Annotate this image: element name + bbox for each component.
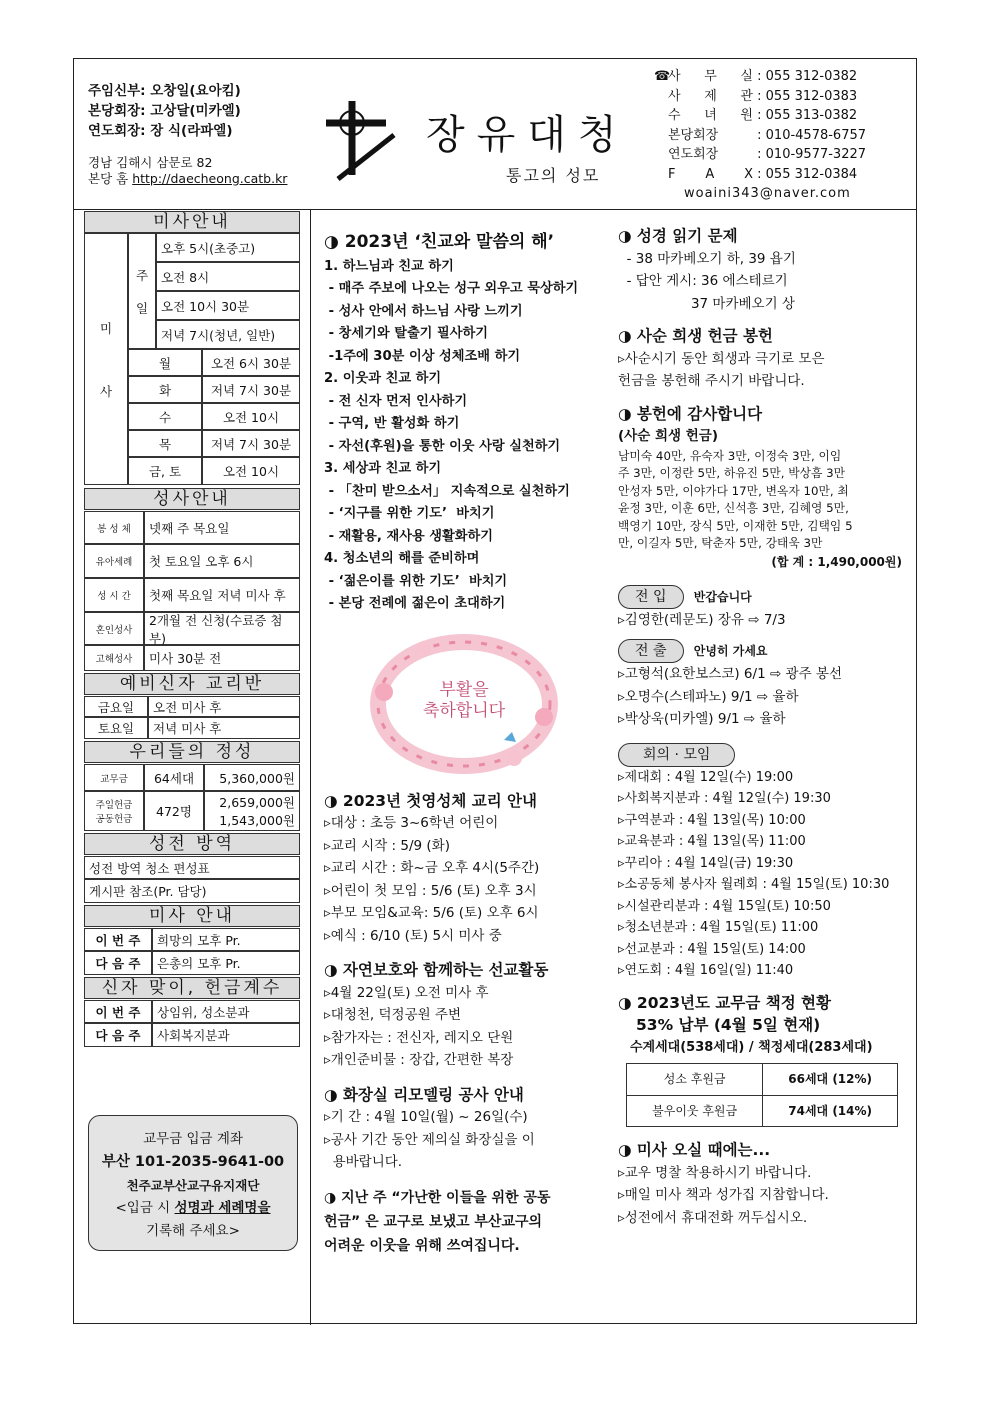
- address: 경남 김해시 삼문로 82: [88, 155, 213, 170]
- welcome-value: 사회복지분과: [152, 1023, 300, 1047]
- welcome-heading: 신자 맞이, 헌금계수: [84, 977, 300, 999]
- phone-icon: ☎: [654, 69, 671, 84]
- list-item: - 매주 주보에 나오는 성구 외우고 묵상하기: [324, 281, 579, 296]
- transfer-out-section: [618, 639, 908, 663]
- weekday-time: 오전 10시: [202, 403, 300, 430]
- transfer-out-greeting: 안녕히 가세요: [693, 644, 768, 658]
- list-item: 남미숙 40만, 유숙자 3만, 이정숙 3만, 이임: [618, 448, 842, 463]
- bulletin-subtitle: 통고의 성모: [506, 166, 601, 185]
- cross-logo-icon: [326, 95, 426, 185]
- dues-title: ◑ 2023년도 교무금 책정 현황: [618, 993, 832, 1012]
- list-item: ▹교리 시작 : 5/9 (화): [324, 837, 450, 854]
- sacrament-value: 첫 토요일 오후 6시: [144, 544, 300, 578]
- sacrament-value: 넷째 주 목요일: [144, 511, 300, 544]
- list-item: ◑ 지난 주 “가난한 이들을 위한 공동: [324, 1189, 551, 1206]
- nature-mission-title: ◑ 자연보호와 함께하는 선교활동: [324, 961, 549, 979]
- sacrament-label: 혼인성사: [84, 612, 144, 645]
- right-column: [618, 225, 908, 1229]
- welcome-week-label: 다 음 주: [84, 1023, 152, 1047]
- meeting-section: [618, 743, 908, 767]
- lent-offering-text: [618, 348, 908, 393]
- year-theme-list: [324, 256, 614, 616]
- offering-count: 64세대: [144, 764, 204, 791]
- list-item: ▹오명수(스테파노) 9/1 ⇨ 율하: [618, 688, 799, 705]
- sunday-mass-1: 오후 5시(초중고): [156, 233, 300, 262]
- list-item: ▹개인준비물 : 장갑, 간편한 복장: [324, 1052, 514, 1068]
- list-item: 주 3만, 이정란 5만, 하유진 5만, 박상흠 3만: [618, 466, 846, 480]
- list-item: 1. 하느님과 친교 하기: [324, 258, 454, 274]
- offering-label: 교무금: [84, 764, 144, 791]
- mass-etiquette-list: [618, 1162, 908, 1230]
- weekday-time: 저녁 7시 30분: [202, 430, 300, 457]
- easter-wreath-image: [354, 622, 574, 782]
- welcome-value: 상임위, 성소분과: [152, 1000, 300, 1023]
- list-item: 어려운 이웃을 위해 쓰여집니다.: [324, 1237, 520, 1254]
- list-item: ▹선교분과 : 4월 15일(토) 14:00: [618, 941, 806, 957]
- list-item: ▹박상욱(미카엘) 9/1 ⇨ 율하: [618, 711, 786, 727]
- sacrament-heading: 성사안내: [84, 488, 300, 510]
- list-item: ▹소공동체 봉사자 월례회 : 4월 15일(토) 10:30: [618, 877, 890, 892]
- list-item: 2. 이웃과 친교 하기: [324, 371, 442, 386]
- weekday-label: 월: [128, 349, 202, 376]
- email[interactable]: woaini343@naver.com: [684, 186, 851, 201]
- donor-list: [618, 448, 908, 553]
- contact-row: 수 녀 원 : 055 313-0382: [668, 108, 858, 123]
- list-item: -1주에 30분 이상 성체조배 하기: [324, 348, 521, 364]
- contact-row: ☎사 무 실 : 055 312-0382: [654, 67, 866, 87]
- list-item: 용바랍니다.: [324, 1154, 403, 1170]
- list-item: ▹참가자는 : 전신자, 레지오 단원: [324, 1029, 514, 1046]
- disinfection-line: 성전 방역 청소 편성표: [84, 856, 300, 879]
- list-item: ▹예식 : 6/10 (토) 5시 미사 중: [324, 927, 502, 944]
- list-item: ▹어린이 첫 모임 : 5/6 (토) 오후 3시: [324, 882, 537, 899]
- weekday-time: 오전 6시 30분: [202, 349, 300, 376]
- list-item: 만, 이길자 5만, 탁춘자 5만, 강태욱 3만: [618, 536, 823, 550]
- list-item: ▹구역분과 : 4월 13일(목) 10:00: [618, 812, 806, 828]
- mass-label-cell: 미 사: [84, 233, 128, 485]
- list-item: - 전 신자 먼저 인사하기: [324, 393, 468, 409]
- list-item: 4. 청소년의 해를 준비하며: [324, 551, 480, 566]
- thanks-subtitle: (사순 희생 헌금): [618, 428, 718, 444]
- homepage-label: 본당 홈: [88, 171, 129, 186]
- list-item: ▹사순시기 동안 희생과 극기로 모은: [618, 350, 825, 367]
- list-item: ▹교리 시간 : 화~금 오후 4시(5주간): [324, 860, 540, 876]
- list-item: 안성자 5만, 이야가다 17만, 변옥자 10만, 최: [618, 483, 849, 498]
- sunday-label-cell: 주 일: [128, 233, 156, 349]
- first-communion-title: ◑ 2023년 첫영성체 교리 안내: [324, 791, 538, 810]
- nature-mission-list: [324, 982, 614, 1072]
- area-president: 연도회장: 장 식(라파엘): [88, 123, 233, 139]
- catechumen-time: 오전 미사 후: [148, 696, 300, 717]
- first-communion-list: [324, 812, 614, 947]
- poor-offering-notice: [324, 1186, 614, 1258]
- list-item: 윤정 3만, 이훈 6만, 신석흥 3만, 김혜영 5만,: [618, 501, 849, 515]
- disinfection-heading: 성전 방역: [84, 833, 300, 855]
- meeting-label: 회의 · 모임: [618, 743, 735, 767]
- list-item: - 본당 전례에 젊은이 초대하기: [324, 596, 506, 611]
- bible-quiz-list: [618, 248, 908, 316]
- contact-row: 본당회장 : 010-4578-6757: [668, 127, 867, 143]
- list-item: ▹대청천, 덕정공원 주변: [324, 1007, 462, 1023]
- list-item: - 창세기와 탈출기 필사하기: [324, 326, 488, 341]
- list-item: ▹사회복지분과 : 4월 12일(수) 19:30: [618, 791, 831, 806]
- catechumen-day: 금요일: [84, 696, 148, 717]
- list-item: ▹4월 22일(토) 오전 미사 후: [324, 984, 489, 1001]
- contact-list: [654, 67, 866, 204]
- bulletin-title: 장유대청: [426, 112, 629, 158]
- sacrament-label: 성 시 간: [84, 578, 144, 612]
- list-item: ▹꾸리아 : 4월 14일(금) 19:30: [618, 855, 794, 871]
- bank-title: 교무금 입금 계좌: [143, 1131, 243, 1147]
- list-item: 37 마카베오기 상: [618, 295, 795, 312]
- weekday-label: 수: [128, 403, 202, 430]
- transfer-out-list: [618, 663, 908, 731]
- list-item: 백영기 10만, 장식 5만, 이재한 5만, 김택임 5: [618, 518, 853, 533]
- bank-account-number: 부산 101-2035-9641-00: [101, 1154, 285, 1170]
- dues-percent: 53% 납부 (4월 5일 현재): [636, 1016, 821, 1034]
- weekday-label: 목: [128, 430, 202, 457]
- sacrament-label: 고해성사: [84, 645, 144, 671]
- donation-total: (합 계 : 1,490,000원): [771, 554, 902, 569]
- parish-president: 본당회장: 고상달(미카엘): [88, 103, 241, 119]
- dues-households: 수계세대(538세대) / 책정세대(283세대): [630, 1039, 873, 1055]
- contact-row: 연도회장 : 010-9577-3227: [668, 147, 867, 162]
- bible-quiz-title: ◑ 성경 읽기 문제: [618, 227, 738, 245]
- sunday-mass-4: 저녁 7시(청년, 일반): [156, 320, 300, 349]
- pastor: 주임신부: 오창일(요아킴): [88, 83, 241, 99]
- transfer-out-label: 전 출: [618, 639, 684, 663]
- list-item: ▹청소년분과 : 4월 15일(토) 11:00: [618, 920, 819, 935]
- duty-value: 희망의 모후 Pr.: [152, 928, 300, 951]
- list-item: ▹대상 : 초등 3~6학년 어린이: [324, 815, 499, 831]
- weekday-label: 화: [128, 376, 202, 403]
- restroom-list: [324, 1106, 614, 1174]
- weekday-label: 금, 토: [128, 457, 202, 485]
- offering-heading: 우리들의 정성: [84, 741, 300, 763]
- list-item: - 38 마카베오기 하, 39 욥기: [618, 250, 796, 267]
- dues-table: [626, 1063, 898, 1127]
- list-item: 헌금” 은 교구로 보냈고 부산교구의: [324, 1213, 543, 1230]
- list-item: ▹시설관리분과 : 4월 15일(토) 10:50: [618, 898, 831, 914]
- list-item: - 답안 게시: 36 에스테르기: [618, 273, 788, 289]
- sunday-mass-3: 오전 10시 30분: [156, 291, 300, 320]
- header: [74, 59, 916, 210]
- catechumen-heading: 예비신자 교리반: [84, 673, 300, 695]
- weekday-time: 오전 10시: [202, 457, 300, 485]
- duty-week-label: 이 번 주: [84, 928, 152, 951]
- weekday-time: 저녁 7시 30분: [202, 376, 300, 403]
- sacrament-value: 첫째 목요일 저녁 미사 후: [144, 578, 300, 612]
- list-item: - 성사 안에서 하느님 사랑 느끼기: [324, 303, 523, 319]
- sacrament-value: 2개월 전 신청(수료증 첨부): [144, 612, 300, 645]
- list-item: ▹제대회 : 4월 12일(수) 19:00: [618, 769, 794, 785]
- transfer-in-list: [618, 609, 908, 632]
- bank-note: <입금 시 성명과 세례명을: [115, 1200, 271, 1216]
- list-item: ▹기 간 : 4월 10일(월) ~ 26일(수): [324, 1109, 528, 1125]
- contact-row: F A X : 055 312-0384: [668, 166, 858, 182]
- offering-amount: 2,659,000원 1,543,000원: [204, 791, 300, 831]
- lent-offering-title: ◑ 사순 희생 헌금 봉헌: [618, 327, 773, 345]
- bank-note-2: 기록해 주세요>: [146, 1223, 240, 1239]
- sacrament-value: 미사 30분 전: [144, 645, 300, 671]
- mass-etiquette-title: ◑ 미사 오실 때에는...: [618, 1141, 771, 1159]
- mass-duty-heading: 미사 안내: [84, 905, 300, 927]
- list-item: ▹매일 미사 책과 성가집 지참합니다.: [618, 1187, 829, 1203]
- list-item: ▹고형석(요한보스코) 6/1 ⇨ 광주 봉선: [618, 666, 843, 682]
- disinfection-line: 게시판 참조(Pr. 담당): [84, 879, 300, 903]
- catechumen-time: 저녁 미사 후: [148, 717, 300, 739]
- offering-label: 주일헌금 공동헌금: [84, 791, 144, 831]
- list-item: ▹성전에서 휴대전화 꺼두십시오.: [618, 1209, 808, 1226]
- list-item: - 「찬미 받으소서」 지속적으로 실천하기: [324, 483, 570, 499]
- thanks-title: ◑ 봉헌에 감사합니다: [618, 404, 763, 423]
- sacrament-label: 유아세례: [84, 544, 144, 578]
- homepage-link[interactable]: http://daecheong.catb.kr: [132, 171, 288, 186]
- meeting-list: [618, 767, 908, 982]
- bulletin-frame: [73, 58, 917, 1324]
- list-item: - ‘젊은이를 위한 기도’ 바치기: [324, 573, 508, 589]
- year-theme-title: ◑ 2023년 ‘친교와 말씀의 해’: [324, 232, 555, 252]
- transfer-in-section: [618, 585, 908, 609]
- restroom-title: ◑ 화장실 리모델링 공사 안내: [324, 1085, 524, 1104]
- list-item: 3. 세상과 친교 하기: [324, 461, 442, 476]
- homepage: [88, 171, 287, 187]
- welcome-week-label: 이 번 주: [84, 1000, 152, 1023]
- offering-count: 472명: [144, 791, 204, 831]
- list-item: ▹부모 모임&교육: 5/6 (토) 오후 6시: [324, 905, 539, 921]
- column-divider: [310, 209, 311, 1325]
- duty-value: 은총의 모후 Pr.: [152, 951, 300, 975]
- wreath-text: 부활을 축하합니다: [422, 679, 506, 721]
- table-row: 불우이웃 후원금 74세대 (14%): [627, 1095, 898, 1127]
- list-item: ▹교우 명찰 착용하시기 바랍니다.: [618, 1164, 812, 1181]
- list-item: - 구역, 반 활성화 하기: [324, 416, 460, 431]
- bank-holder: 천주교부산교구유지재단: [126, 1178, 260, 1193]
- transfer-in-greeting: 반갑습니다: [693, 589, 752, 604]
- bank-account-box: [88, 1115, 298, 1251]
- list-item: - 자선(후원)을 통한 이웃 사랑 실천하기: [324, 438, 561, 454]
- list-item: ▹연도회 : 4월 16일(일) 11:40: [618, 963, 794, 978]
- list-item: ▹교육분과 : 4월 13일(목) 11:00: [618, 834, 806, 849]
- offering-amount: 5,360,000원: [204, 764, 300, 791]
- list-item: ▹공사 기간 동안 제의실 화장실을 이: [324, 1131, 535, 1148]
- contact-row: 사 제 관 : 055 312-0383: [668, 88, 858, 104]
- table-row: 성소 후원금 66세대 (12%): [627, 1064, 898, 1096]
- list-item: - ‘지구를 위한 기도’ 바치기: [324, 506, 495, 521]
- catechumen-day: 토요일: [84, 717, 148, 739]
- sacrament-label: 봉 성 체: [84, 511, 144, 544]
- list-item: - 재활용, 재사용 생활화하기: [324, 528, 493, 544]
- transfer-in-label: 전 입: [618, 585, 684, 609]
- duty-week-label: 다 음 주: [84, 951, 152, 975]
- sunday-mass-2: 오전 8시: [156, 262, 300, 291]
- list-item: ▹김영한(레문도) 장유 ⇨ 7/3: [618, 611, 786, 628]
- middle-column: [324, 231, 614, 1258]
- mass-schedule-heading: 미사안내: [84, 211, 300, 233]
- list-item: 헌금을 봉헌해 주시기 바랍니다.: [618, 373, 805, 389]
